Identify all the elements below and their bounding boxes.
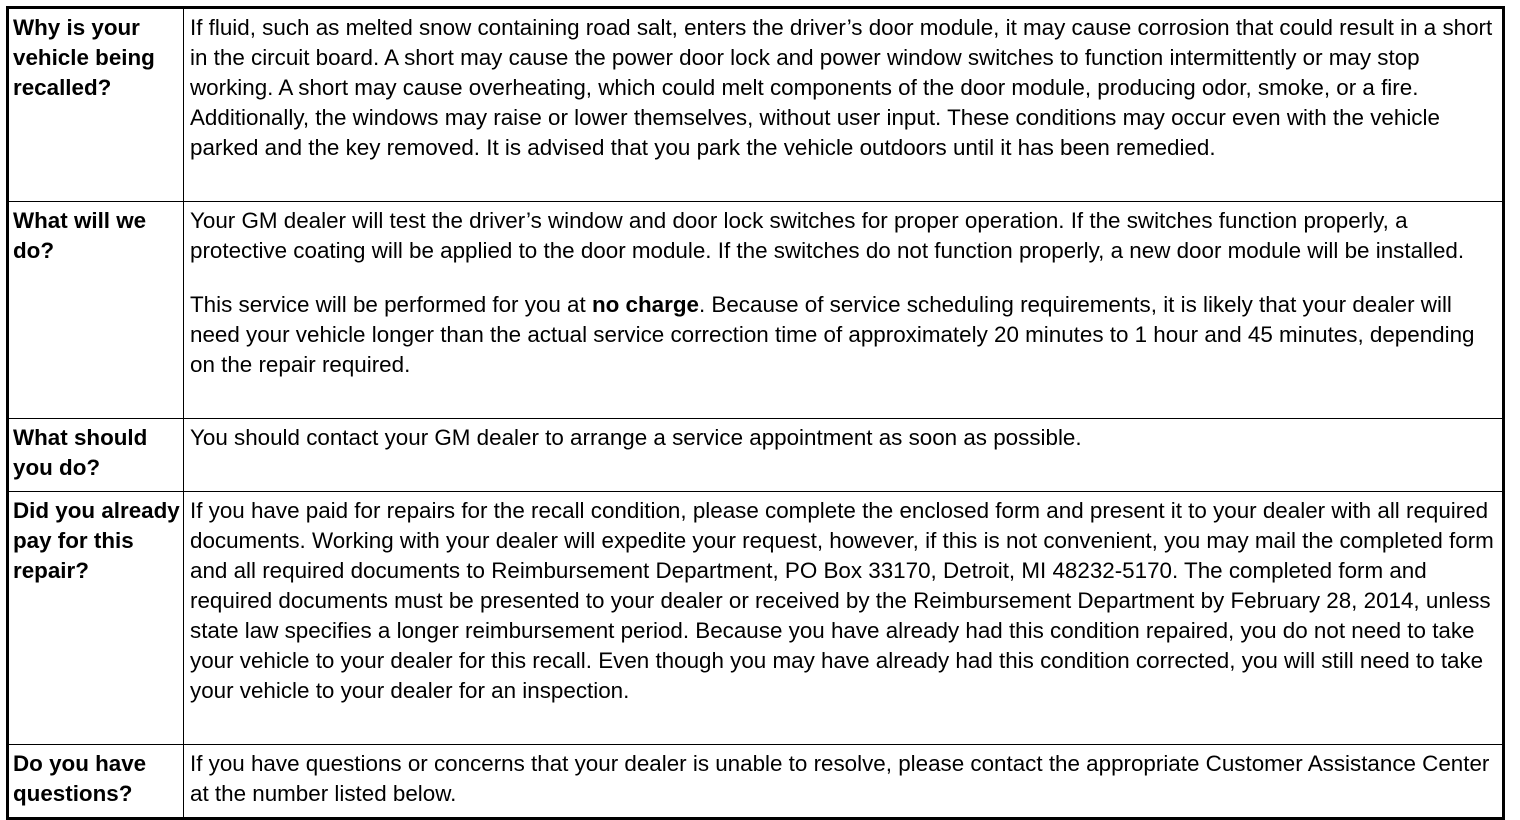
table-row: [8, 492, 1504, 745]
table-row: [8, 419, 1504, 492]
answer-paragraph: You should contact your GM dealer to arrange a service appointment as soon as possible.: [190, 425, 1082, 450]
question-cell: Why is your vehicle being recalled?: [8, 8, 184, 202]
table-row: [8, 745, 1504, 819]
answer-paragraph: If you have questions or concerns that your dealer is unable to resolve, please contact the appropriate Customer Assistance Center at the number listed below.: [190, 751, 1490, 806]
answer-paragraph: Your GM dealer will test the driver’s window and door lock switches for proper operation. If the switches function properly, a protective coating will be applied to the door module. If the switches do not function properly, a new door module will be installed.: [190, 208, 1465, 263]
question-cell: What will we do?: [8, 202, 184, 419]
table-row: [8, 202, 1504, 419]
question-cell: Do you have questions?: [8, 745, 184, 819]
answer-cell: [184, 419, 1504, 492]
answer-text: This service will be performed for you at: [190, 292, 592, 317]
no-charge-emphasis: no charge: [591, 292, 699, 317]
answer-cell: [184, 202, 1504, 419]
recall-info-table: [6, 6, 1505, 820]
answer-cell: [184, 745, 1504, 819]
answer-cell: [184, 8, 1504, 202]
answer-text: . Because of service scheduling requirements, it is likely that your dealer will need your vehicle longer than the actual service correction time of approximately 20 minutes to 1 hour and 45 minutes, depending on the repair required.: [190, 292, 1475, 377]
question-cell: What should you do?: [8, 419, 184, 492]
answer-cell: [184, 492, 1504, 745]
question-cell: Did you already pay for this repair?: [8, 492, 184, 745]
answer-paragraph: If you have paid for repairs for the recall condition, please complete the enclosed form and present it to your dealer with all required documents. Working with your dealer will expedite your request, however, if this is not convenient, you may mail the completed form and all required documents to Reimbursement Department, PO Box 33170, Detroit, MI 48232-5170. The completed form and required documents must be presented to your dealer or received by the Reimbursement Department by February 28, 2014, unless state law specifies a longer reimbursement period. Because you have already had this condition repaired, you do not need to take your vehicle to your dealer for this recall. Even though you may have already had this condition corrected, you will still need to take your vehicle to your dealer for an inspection.: [190, 498, 1494, 703]
answer-paragraph: [190, 290, 1496, 380]
answer-paragraph: If fluid, such as melted snow containing road salt, enters the driver’s door module, it may cause corrosion that could result in a short in the circuit board. A short may cause the power door lock and power window switches to function intermittently or may stop working. A short may cause overheating, which could melt components of the door module, producing odor, smoke, or a fire. Additionally, the windows may raise or lower themselves, without user input. These conditions may occur even with the vehicle parked and the key removed. It is advised that you park the vehicle outdoors until it has been remedied.: [190, 15, 1493, 160]
table-row: [8, 8, 1504, 202]
